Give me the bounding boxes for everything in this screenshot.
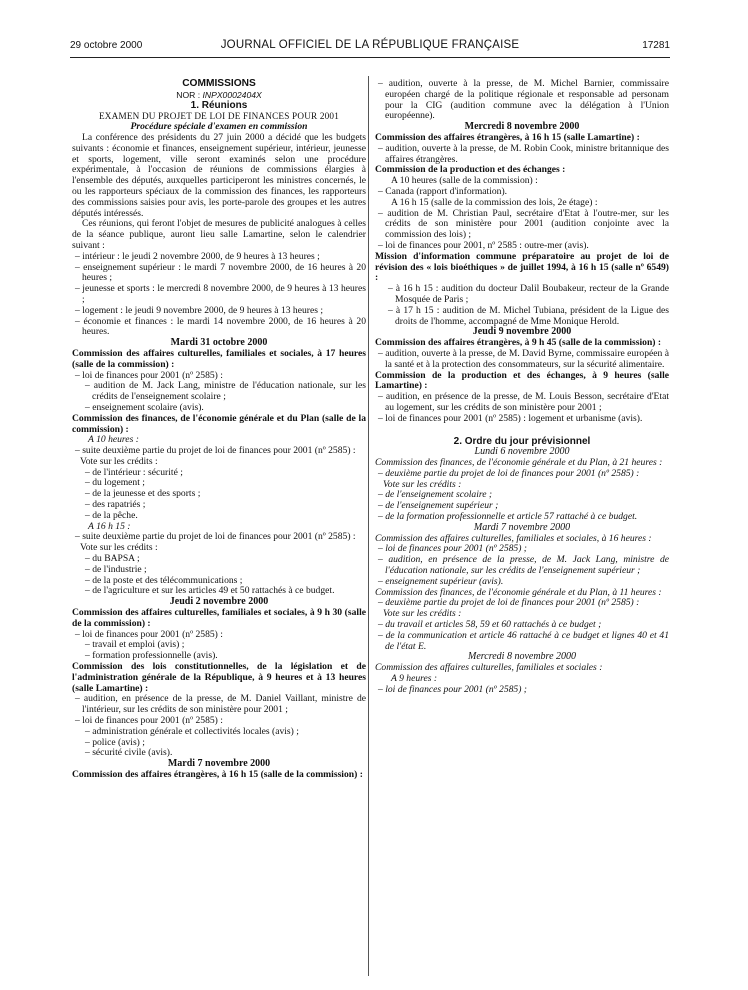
vote-item: – du logement ; xyxy=(85,477,145,489)
vote-item: – de la pêche. xyxy=(85,509,138,521)
agenda-item: – suite deuxième partie du projet de loi de finances pour 2001 (nº 2585) : xyxy=(75,445,356,457)
left-column xyxy=(72,79,366,781)
time-label: A 9 heures : xyxy=(391,673,438,685)
vote-item: – de la jeunesse et des sports ; xyxy=(85,488,201,500)
time-label: A 10 heures (salle de la commission) : xyxy=(391,175,538,187)
commission-heading: Commission des affaires étrangères, à 16 h 15 (salle Lamartine) : xyxy=(375,131,640,143)
header-date: 29 octobre 2000 xyxy=(70,40,143,51)
paragraph: La conférence des présidents du 27 juin 2000 a décidé que les budgets suivants : économie et finances, enseignement supérieur, intérieur, jeunesse et sports, logement, ville seront examinés selon une procédure expérimentale, à l'occasion de réunions de commissions élargies à l'ensemble des députés, auxquelles participeront les ministres concernés, le ou les rapporteurs spéciaux de la commission des finances, les rapporteurs des commissions saisies pour avis, les porte-parole des groupes et les autres députés intéressés. xyxy=(72,131,366,219)
right-column xyxy=(375,79,669,696)
calendar-item: – jeunesse et sports : le mercredi 8 novembre 2000, de 9 heures à 13 heures ; xyxy=(75,283,366,305)
vote-item: – de la communication et article 46 rattaché à ce budget et lignes 40 et 41 de l'état E. xyxy=(378,629,669,652)
exam-title: EXAMEN DU PROJET DE LOI DE FINANCES POUR 2001 xyxy=(98,111,340,122)
agenda-item: – audition, ouverte à la presse, de M. Robin Cook, ministre britannique des affaires étrangères. xyxy=(378,142,669,165)
commission-heading: Commission des affaires étrangères, à 9 h 45 (salle de la commission) : xyxy=(375,337,662,349)
paragraph: Ces réunions, qui feront l'objet de mesures de publicité analogues à celles de la séance publique, auront lieu salle Lamartine, selon le calendrier suivant : xyxy=(72,218,366,251)
vote-label: Vote sur les crédits : xyxy=(80,542,158,554)
day-heading: Mercredi 8 novembre 2000 xyxy=(467,651,577,663)
commission-heading: Commission des lois constitutionnelles, de la législation et de l'administration générale de la République, à 9 heures et à 13 heures (salle Lamartine) : xyxy=(72,661,366,694)
agenda-item: – loi de finances pour 2001 (nº 2585) : xyxy=(75,628,223,640)
agenda-item: – audition, ouverte à la presse, de M. David Byrne, commissaire européen à la santé et à la protection des consommateurs, sur la sécurité alimentaire. xyxy=(378,347,669,370)
agenda-item: – audition, en présence de la presse, de M. Daniel Vaillant, ministre de l'intérieur, sur les crédits de son ministère pour 2001 ; xyxy=(75,693,366,716)
calendar-item: – économie et finances : le mardi 14 novembre 2000, de 16 heures à 20 heures. xyxy=(75,315,366,338)
procedure-title: Procédure spéciale d'examen en commission xyxy=(130,121,308,133)
day-heading: Jeudi 2 novembre 2000 xyxy=(169,596,269,608)
commission-heading: Commission des finances, de l'économie générale et du Plan, à 21 heures : xyxy=(375,457,663,469)
agenda-item: – loi de finances pour 2001 (nº 2585) : xyxy=(75,715,223,727)
page-header xyxy=(70,40,670,56)
agenda-item: – travail et emploi (avis) ; xyxy=(85,639,185,651)
header-title: JOURNAL OFFICIEL DE LA RÉPUBLIQUE FRANÇAISE xyxy=(220,39,520,51)
commission-heading: Commission des finances, de l'économie générale et du Plan, à 11 heures : xyxy=(375,586,662,598)
vote-item: – de l'agriculture et sur les articles 49 et 50 rattachés à ce budget. xyxy=(85,585,335,597)
agenda-item: – deuxième partie du projet de loi de finances pour 2001 (nº 2585) : xyxy=(378,597,640,609)
commission-heading: Commission des affaires culturelles, familiales et sociales, à 9 h 30 (salle de la commission) : xyxy=(72,607,366,629)
agenda-item: – loi de finances pour 2001, nº 2585 : outre-mer (avis). xyxy=(378,239,589,251)
commission-heading: Commission des affaires culturelles, familiales et sociales : xyxy=(375,662,603,674)
vote-item: – de l'intérieur : sécurité ; xyxy=(85,466,183,478)
vote-item: – du BAPSA ; xyxy=(85,553,140,565)
commission-heading: Commission des affaires culturelles, familiales et sociales, à 16 heures : xyxy=(375,532,652,544)
subsection-title: 1. Réunions xyxy=(190,99,248,111)
agenda-item: – audition, en présence de la presse, de M. Jack Lang, ministre de l'éducation nationale, sur les crédits de l'enseignement supérieur ; xyxy=(378,554,669,577)
day-heading: Lundi 6 novembre 2000 xyxy=(474,446,570,458)
vote-item: – de l'industrie ; xyxy=(85,563,147,575)
commission-heading: Commission de la production et des échanges, à 9 heures (salle Lamartine) : xyxy=(375,369,669,392)
header-rule xyxy=(70,57,670,58)
agenda-item: – sécurité civile (avis). xyxy=(85,747,173,759)
agenda-item: – suite deuxième partie du projet de loi de finances pour 2001 (nº 2585) : xyxy=(75,531,356,543)
column-separator xyxy=(368,76,369,976)
day-heading: Jeudi 9 novembre 2000 xyxy=(472,326,572,338)
calendar-item: – logement : le jeudi 9 novembre 2000, de 9 heures à 13 heures ; xyxy=(75,304,324,316)
agenda-item: – audition de M. Christian Paul, secrétaire d'Etat à l'outre-mer, sur les crédits de son ministère pour 2001 (audition conjointe avec la commission des lois) ; xyxy=(378,207,669,241)
time-label: A 16 h 15 : xyxy=(88,520,131,532)
time-label: A 10 heures : xyxy=(88,434,139,446)
commission-heading: Commission de la production et des échanges : xyxy=(375,164,566,176)
day-heading: Mardi 31 octobre 2000 xyxy=(170,337,268,349)
vote-label: Vote sur les crédits : xyxy=(383,478,462,490)
day-heading: Mercredi 8 novembre 2000 xyxy=(464,121,580,133)
nor-reference xyxy=(72,90,366,101)
agenda-item: – Canada (rapport d'information). xyxy=(378,185,508,197)
subsection-title: 2. Ordre du jour prévisionnel xyxy=(453,435,591,447)
agenda-item: – à 16 h 15 : audition du docteur Dalil Boubakeur, recteur de la Grande Mosquée de Paris ; xyxy=(388,283,669,305)
vote-label: Vote sur les crédits : xyxy=(80,455,158,467)
agenda-item: – police (avis) ; xyxy=(85,736,145,748)
agenda-item: – administration générale et collectivités locales (avis) ; xyxy=(85,725,299,737)
calendar-item: – enseignement supérieur : le mardi 7 novembre 2000, de 16 heures à 20 heures ; xyxy=(75,261,366,284)
vote-item: – du travail et articles 58, 59 et 60 rattachés à ce budget ; xyxy=(378,619,602,631)
day-heading: Mardi 7 novembre 2000 xyxy=(473,521,571,533)
agenda-item: – audition, en présence de la presse, de M. Louis Besson, secrétaire d'Etat au logement, sur les crédits de son ministère pour 2001 ; xyxy=(378,391,669,413)
commission-heading: Commission des affaires étrangères, à 16 h 15 (salle de la commission) : xyxy=(72,769,363,780)
vote-item: – des rapatriés ; xyxy=(85,499,146,511)
vote-item: – de la poste et des télécommunications ; xyxy=(85,574,243,586)
nor-code: INPX0002404X xyxy=(202,89,262,100)
agenda-item: – audition de M. Jack Lang, ministre de l'éducation nationale, sur les crédits de l'enseignement scolaire ; xyxy=(85,380,366,403)
vote-item: – de la formation professionnelle et article 57 rattaché à ce budget. xyxy=(378,511,638,523)
agenda-item: – enseignement scolaire (avis). xyxy=(85,401,204,413)
vote-item: – de l'enseignement scolaire ; xyxy=(378,489,493,501)
vote-item: – de l'enseignement supérieur ; xyxy=(378,500,499,512)
day-heading: Mardi 7 novembre 2000 xyxy=(167,758,271,770)
agenda-item: – loi de finances pour 2001 (nº 2585) : logement et urbanisme (avis). xyxy=(378,412,643,424)
agenda-item: – enseignement supérieur (avis). xyxy=(378,575,504,587)
agenda-item: – audition, ouverte à la presse, de M. Michel Barnier, commissaire européen chargé de la politique régionale et responsable ad personam pour la CIG (audition commune avec la délégation à l'Union européenne). xyxy=(378,78,669,122)
commission-heading: Commission des affaires culturelles, familiales et sociales, à 17 heures (salle de la commission) : xyxy=(72,347,366,370)
commission-heading: Mission d'information commune préparatoire au projet de loi de révision des « lois bioéthiques » de juillet 1994, à 16 h 15 (salle nº 6549) : xyxy=(375,250,669,284)
commission-heading: Commission des finances, de l'économie générale et du Plan (salle de la commission) : xyxy=(72,412,366,435)
header-page-number: 17281 xyxy=(642,40,670,51)
section-title: COMMISSIONS xyxy=(182,78,256,89)
agenda-item: – loi de finances pour 2001 (nº 2585) ; xyxy=(378,683,527,695)
vote-label: Vote sur les crédits : xyxy=(383,608,462,620)
agenda-item: – loi de finances pour 2001 (nº 2585) : xyxy=(75,369,223,381)
agenda-item: – à 17 h 15 : audition de M. Michel Tubiana, président de la Ligue des droits de l'homme, accompagné de Mme Monique Herold. xyxy=(388,304,669,327)
nor-label: NOR : xyxy=(176,89,203,100)
agenda-item: – deuxième partie du projet de loi de finances pour 2001 (nº 2585) : xyxy=(378,467,640,479)
agenda-item: – loi de finances pour 2001 (nº 2585) ; xyxy=(378,543,527,555)
time-label: A 16 h 15 (salle de la commission des lois, 2e étage) : xyxy=(391,196,598,208)
agenda-item: – formation professionnelle (avis). xyxy=(85,650,218,662)
calendar-item: – intérieur : le jeudi 2 novembre 2000, de 9 heures à 13 heures ; xyxy=(75,250,320,262)
